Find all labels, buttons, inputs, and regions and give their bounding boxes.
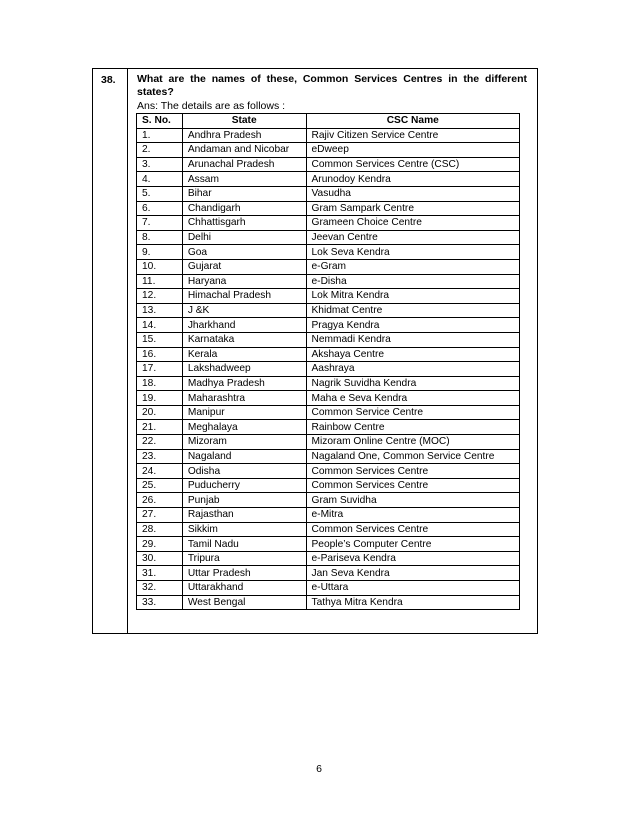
table-row — [137, 420, 520, 435]
cell-sno: 5. — [137, 186, 183, 201]
question-box — [92, 68, 538, 634]
cell-state: Himachal Pradesh — [182, 289, 306, 304]
cell-sno: 32. — [137, 581, 183, 596]
question-number-column — [93, 69, 128, 633]
cell-sno: 13. — [137, 303, 183, 318]
answer-intro: Ans: The details are as follows : — [137, 100, 286, 112]
cell-state: Mizoram — [182, 435, 306, 450]
header-sno: S. No. — [137, 114, 183, 129]
cell-sno: 8. — [137, 230, 183, 245]
cell-csc-name: e-Pariseva Kendra — [306, 551, 519, 566]
table-row — [137, 493, 520, 508]
cell-csc-name: Tathya Mitra Kendra — [306, 595, 519, 610]
cell-csc-name: Akshaya Centre — [306, 347, 519, 362]
table-row — [137, 186, 520, 201]
cell-csc-name: Lok Mitra Kendra — [306, 289, 519, 304]
cell-state: Uttar Pradesh — [182, 566, 306, 581]
cell-sno: 19. — [137, 391, 183, 406]
table-row — [137, 391, 520, 406]
cell-csc-name: Common Services Centre — [306, 522, 519, 537]
cell-state: Chandigarh — [182, 201, 306, 216]
cell-csc-name: Rainbow Centre — [306, 420, 519, 435]
table-row — [137, 522, 520, 537]
table-row — [137, 201, 520, 216]
table-row — [137, 376, 520, 391]
table-row — [137, 508, 520, 523]
cell-csc-name: Jan Seva Kendra — [306, 566, 519, 581]
table-row — [137, 405, 520, 420]
cell-state: Gujarat — [182, 259, 306, 274]
cell-csc-name: Lok Seva Kendra — [306, 245, 519, 260]
cell-sno: 4. — [137, 172, 183, 187]
cell-csc-name: Vasudha — [306, 186, 519, 201]
table-row — [137, 230, 520, 245]
cell-csc-name: Common Services Centre — [306, 478, 519, 493]
cell-state: Puducherry — [182, 478, 306, 493]
cell-state: Punjab — [182, 493, 306, 508]
cell-csc-name: Gram Sampark Centre — [306, 201, 519, 216]
cell-sno: 18. — [137, 376, 183, 391]
cell-csc-name: Nagrik Suvidha Kendra — [306, 376, 519, 391]
cell-csc-name: Khidmat Centre — [306, 303, 519, 318]
cell-sno: 28. — [137, 522, 183, 537]
cell-csc-name: Mizoram Online Centre (MOC) — [306, 435, 519, 450]
cell-state: Delhi — [182, 230, 306, 245]
cell-csc-name: Common Service Centre — [306, 405, 519, 420]
cell-csc-name: People’s Computer Centre — [306, 537, 519, 552]
cell-sno: 15. — [137, 332, 183, 347]
table-row — [137, 172, 520, 187]
cell-sno: 30. — [137, 551, 183, 566]
question-text-line1: What are the names of these, Common Services Centres in the different — [137, 73, 527, 85]
cell-state: Arunachal Pradesh — [182, 157, 306, 172]
table-row — [137, 595, 520, 610]
cell-csc-name: e-Mitra — [306, 508, 519, 523]
cell-state: Madhya Pradesh — [182, 376, 306, 391]
table-row — [137, 478, 520, 493]
cell-state: Uttarakhand — [182, 581, 306, 596]
table-row — [137, 464, 520, 479]
cell-sno: 26. — [137, 493, 183, 508]
cell-csc-name: Common Services Centre — [306, 464, 519, 479]
cell-state: Odisha — [182, 464, 306, 479]
cell-csc-name: Common Services Centre (CSC) — [306, 157, 519, 172]
cell-csc-name: Arunodoy Kendra — [306, 172, 519, 187]
cell-sno: 14. — [137, 318, 183, 333]
table-row — [137, 303, 520, 318]
table-row — [137, 362, 520, 377]
table-row — [137, 435, 520, 450]
table-row — [137, 537, 520, 552]
cell-sno: 2. — [137, 143, 183, 158]
cell-sno: 21. — [137, 420, 183, 435]
table-row — [137, 143, 520, 158]
cell-sno: 6. — [137, 201, 183, 216]
cell-csc-name: eDweep — [306, 143, 519, 158]
table-row — [137, 449, 520, 464]
cell-csc-name: Jeevan Centre — [306, 230, 519, 245]
table-row — [137, 318, 520, 333]
cell-state: Maharashtra — [182, 391, 306, 406]
question-content — [137, 73, 527, 113]
cell-state: Assam — [182, 172, 306, 187]
cell-state: Haryana — [182, 274, 306, 289]
cell-sno: 9. — [137, 245, 183, 260]
page-number: 6 — [316, 763, 322, 775]
table-row — [137, 289, 520, 304]
cell-sno: 3. — [137, 157, 183, 172]
header-state: State — [182, 114, 306, 129]
table-row — [137, 347, 520, 362]
cell-state: Bihar — [182, 186, 306, 201]
cell-state: Meghalaya — [182, 420, 306, 435]
cell-sno: 20. — [137, 405, 183, 420]
cell-csc-name: e-Gram — [306, 259, 519, 274]
cell-sno: 31. — [137, 566, 183, 581]
cell-csc-name: Grameen Choice Centre — [306, 216, 519, 231]
cell-csc-name: Pragya Kendra — [306, 318, 519, 333]
cell-sno: 11. — [137, 274, 183, 289]
cell-state: Andhra Pradesh — [182, 128, 306, 143]
cell-csc-name: e-Uttara — [306, 581, 519, 596]
cell-state: Sikkim — [182, 522, 306, 537]
cell-sno: 22. — [137, 435, 183, 450]
cell-sno: 1. — [137, 128, 183, 143]
cell-sno: 10. — [137, 259, 183, 274]
cell-sno: 33. — [137, 595, 183, 610]
cell-sno: 17. — [137, 362, 183, 377]
cell-csc-name: e-Disha — [306, 274, 519, 289]
cell-csc-name: Aashraya — [306, 362, 519, 377]
table-row — [137, 581, 520, 596]
cell-state: Chhattisgarh — [182, 216, 306, 231]
table-row — [137, 216, 520, 231]
table-row — [137, 128, 520, 143]
cell-state: Nagaland — [182, 449, 306, 464]
cell-state: Manipur — [182, 405, 306, 420]
cell-state: J &K — [182, 303, 306, 318]
cell-state: Karnataka — [182, 332, 306, 347]
cell-state: Tripura — [182, 551, 306, 566]
cell-sno: 25. — [137, 478, 183, 493]
cell-csc-name: Nagaland One, Common Service Centre — [306, 449, 519, 464]
table-row — [137, 332, 520, 347]
cell-state: Rajasthan — [182, 508, 306, 523]
cell-state: Andaman and Nicobar — [182, 143, 306, 158]
cell-state: Tamil Nadu — [182, 537, 306, 552]
cell-sno: 24. — [137, 464, 183, 479]
table-row — [137, 157, 520, 172]
cell-csc-name: Gram Suvidha — [306, 493, 519, 508]
table-row — [137, 274, 520, 289]
cell-state: Goa — [182, 245, 306, 260]
cell-csc-name: Maha e Seva Kendra — [306, 391, 519, 406]
cell-state: Lakshadweep — [182, 362, 306, 377]
table-row — [137, 551, 520, 566]
table-row — [137, 566, 520, 581]
cell-sno: 23. — [137, 449, 183, 464]
cell-csc-name: Rajiv Citizen Service Centre — [306, 128, 519, 143]
table-row — [137, 259, 520, 274]
csc-table — [136, 113, 520, 610]
cell-sno: 29. — [137, 537, 183, 552]
table-header-row — [137, 114, 520, 129]
cell-state: Jharkhand — [182, 318, 306, 333]
cell-sno: 12. — [137, 289, 183, 304]
table-row — [137, 245, 520, 260]
cell-sno: 27. — [137, 508, 183, 523]
cell-sno: 7. — [137, 216, 183, 231]
cell-csc-name: Nemmadi Kendra — [306, 332, 519, 347]
header-csc-name: CSC Name — [306, 114, 519, 129]
cell-state: Kerala — [182, 347, 306, 362]
cell-state: West Bengal — [182, 595, 306, 610]
cell-sno: 16. — [137, 347, 183, 362]
question-text-line2: states? — [137, 86, 174, 98]
question-number: 38. — [101, 74, 116, 86]
